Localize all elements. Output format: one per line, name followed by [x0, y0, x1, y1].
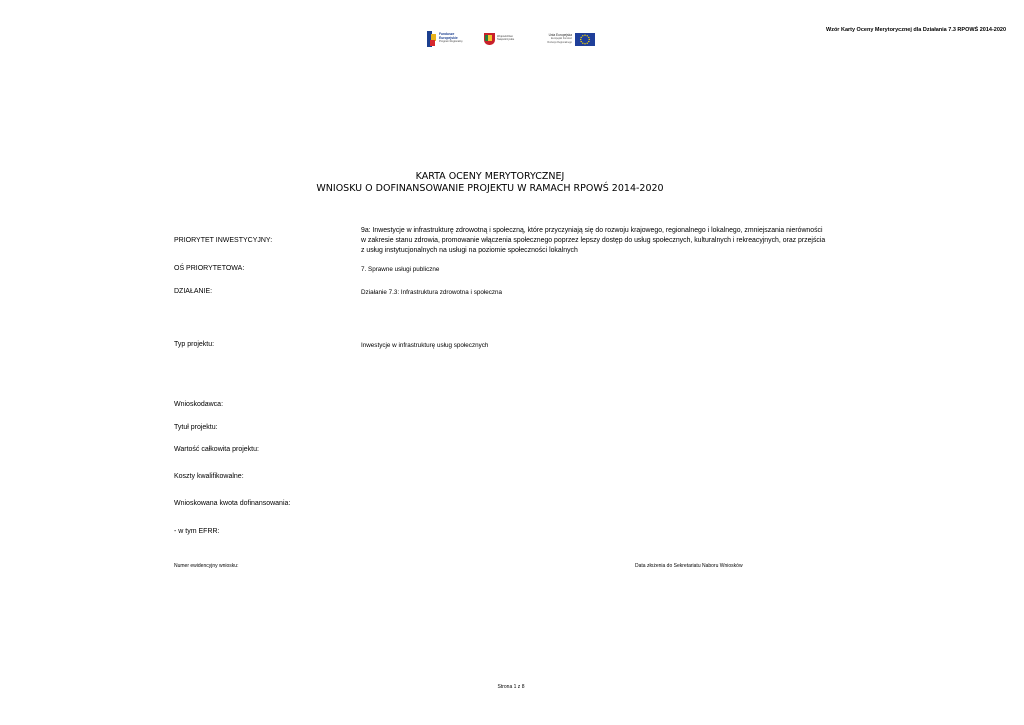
fe-logo-line1: Fundusze — [439, 32, 455, 36]
wnioskodawca-label: Wnioskodawca: — [174, 401, 224, 408]
fundusze-europejskie-logo — [427, 31, 473, 48]
tytul-projektu-label: Tytuł projektu: — [174, 424, 218, 431]
ue-logo-line1: Unia Europejska — [548, 33, 572, 37]
dzialanie-value: Działanie 7.3: Infrastruktura zdrowotna i społeczna — [361, 289, 503, 296]
fe-logo-line3: Program Regionalny — [439, 40, 463, 43]
swietokrzyskie-logo — [484, 33, 524, 47]
os-priorytetowa-label: OŚ PRIORYTETOWA: — [174, 265, 245, 272]
sk-logo-line2: Świętokrzyskie — [497, 38, 515, 42]
koszty-kwalifikowalne-label: Koszty kwalifikowalne: — [174, 473, 244, 480]
ue-logo-line2: Europejski Fundusz — [551, 37, 572, 40]
sk-logo-line1: Województwo — [497, 35, 513, 38]
document-header-text: Wzór Karty Oceny Merytorycznej dla Działania 7.3 RPOWŚ 2014-2020 — [826, 27, 1007, 33]
crest-icon — [484, 33, 495, 45]
page-number: Strona 1 z 8 — [497, 684, 525, 690]
eu-flag-icon — [575, 33, 595, 46]
data-zlozenia-label: Data złożenia do Sekretariatu Naboru Wniosków — [635, 563, 743, 569]
numer-ewidencyjny-label: Numer ewidencyjny wniosku: — [174, 563, 239, 569]
efrr-label: - w tym EFRR: — [174, 528, 220, 535]
wnioskowana-kwota-label: Wnioskowana kwota dofinansowania: — [174, 500, 291, 507]
wartosc-calkowita-label: Wartość całkowita projektu: — [174, 446, 259, 453]
priorytet-label: PRIORYTET INWESTYCYJNY: — [174, 237, 273, 244]
fe-logo-line2: Europejskie — [439, 36, 458, 40]
unia-europejska-logo — [536, 32, 596, 48]
os-priorytetowa-value: 7. Sprawne usługi publiczne — [361, 266, 440, 273]
title-line-2: WNIOSKU O DOFINANSOWANIE PROJEKTU W RAMACH RPOWŚ 2014-2020 — [316, 183, 664, 194]
typ-projektu-label: Typ projektu: — [174, 341, 215, 348]
fe-mark-icon — [427, 31, 436, 47]
logo-bar — [425, 30, 597, 50]
typ-projektu-value: Inwestycje w infrastrukturę usług społecznych — [361, 342, 489, 349]
title-line-1: KARTA OCENY MERYTORYCZNEJ — [415, 171, 565, 182]
priorytet-value: 9a: Inwestycje w infrastrukturę zdrowotną i społeczną, które przyczyniają się do rozwoju krajowego, regionalnego i lokalnego, zmniejszania nierówności w zakresie stanu zdrowia, promowanie włączenia społecznego poprzez lepszy dostęp do usług społecznych, kulturalnych i rekreacyjnych, oraz przejścia z usług instytucjonalnych na usługi na poziomie społeczności lokalnych — [361, 227, 826, 254]
dzialanie-label: DZIAŁANIE: — [174, 288, 213, 295]
ue-logo-line3: Rozwoju Regionalnego — [547, 41, 572, 44]
